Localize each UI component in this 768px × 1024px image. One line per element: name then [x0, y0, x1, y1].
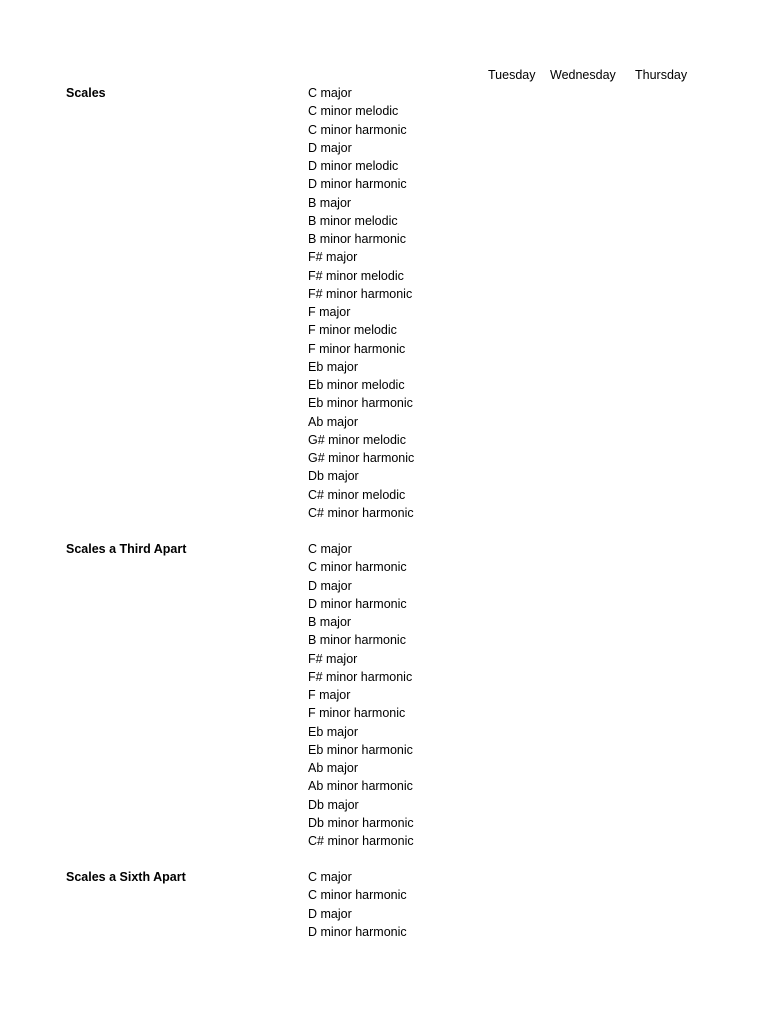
scale-item: C minor harmonic: [308, 560, 407, 575]
scale-item: C major: [308, 86, 352, 100]
scale-item: Db minor harmonic: [308, 815, 414, 830]
scale-item: C minor harmonic: [308, 122, 407, 137]
scale-item: F# major: [308, 250, 358, 265]
scale-item: C# minor harmonic: [308, 505, 414, 520]
scale-item: C# minor harmonic: [308, 834, 414, 848]
scale-item: G# minor harmonic: [308, 451, 415, 465]
scale-item: D minor melodic: [308, 159, 399, 173]
scale-item: C# minor melodic: [308, 487, 406, 502]
scale-item: Eb minor melodic: [308, 378, 405, 392]
scale-item: B major: [308, 195, 352, 210]
scale-item: F# minor harmonic: [308, 286, 413, 301]
scale-list: [308, 540, 414, 850]
day-header-thursday: Thursday: [635, 68, 688, 82]
scale-item: Ab major: [308, 414, 359, 429]
scale-item: Ab major: [308, 761, 359, 775]
scale-item: D major: [308, 906, 352, 921]
scale-item: G# minor melodic: [308, 432, 406, 447]
scale-item: F major: [308, 305, 351, 319]
scale-item: F minor harmonic: [308, 341, 406, 356]
scale-item: D minor harmonic: [308, 177, 407, 192]
scale-item: B minor harmonic: [308, 633, 406, 648]
scale-item: B minor melodic: [308, 213, 398, 228]
scale-item: F minor harmonic: [308, 706, 406, 721]
scale-item: F# minor melodic: [308, 268, 404, 283]
scale-item: Db major: [308, 469, 359, 484]
scale-list: [308, 868, 407, 941]
section-label: Scales a Sixth Apart: [66, 870, 186, 884]
scale-item: Eb major: [308, 359, 359, 374]
scale-item: F# minor harmonic: [308, 669, 413, 684]
scale-item: B major: [308, 615, 352, 629]
scale-item: D major: [308, 578, 352, 593]
scale-item: C major: [308, 870, 352, 884]
scale-item: F minor melodic: [308, 323, 397, 338]
scale-item: Eb minor harmonic: [308, 396, 413, 411]
section-label: Scales: [66, 86, 106, 100]
scale-item: Ab minor harmonic: [308, 779, 413, 794]
scale-item: C major: [308, 542, 352, 556]
scale-item: D major: [308, 140, 352, 155]
scale-item: F major: [308, 688, 351, 702]
scale-item: B minor harmonic: [308, 232, 406, 246]
section-label: Scales a Third Apart: [66, 542, 187, 556]
day-header-wednesday: Wednesday: [550, 68, 616, 82]
scale-item: C minor harmonic: [308, 888, 407, 903]
scale-item: Db major: [308, 797, 359, 812]
scale-item: D minor harmonic: [308, 596, 407, 611]
day-header-tuesday: Tuesday: [488, 68, 536, 82]
scale-item: C minor melodic: [308, 104, 399, 119]
scale-item: D minor harmonic: [308, 924, 407, 939]
scale-item: Eb minor harmonic: [308, 742, 413, 757]
scale-item: Eb major: [308, 724, 359, 739]
scale-list: [308, 84, 414, 522]
scale-item: F# major: [308, 651, 358, 666]
